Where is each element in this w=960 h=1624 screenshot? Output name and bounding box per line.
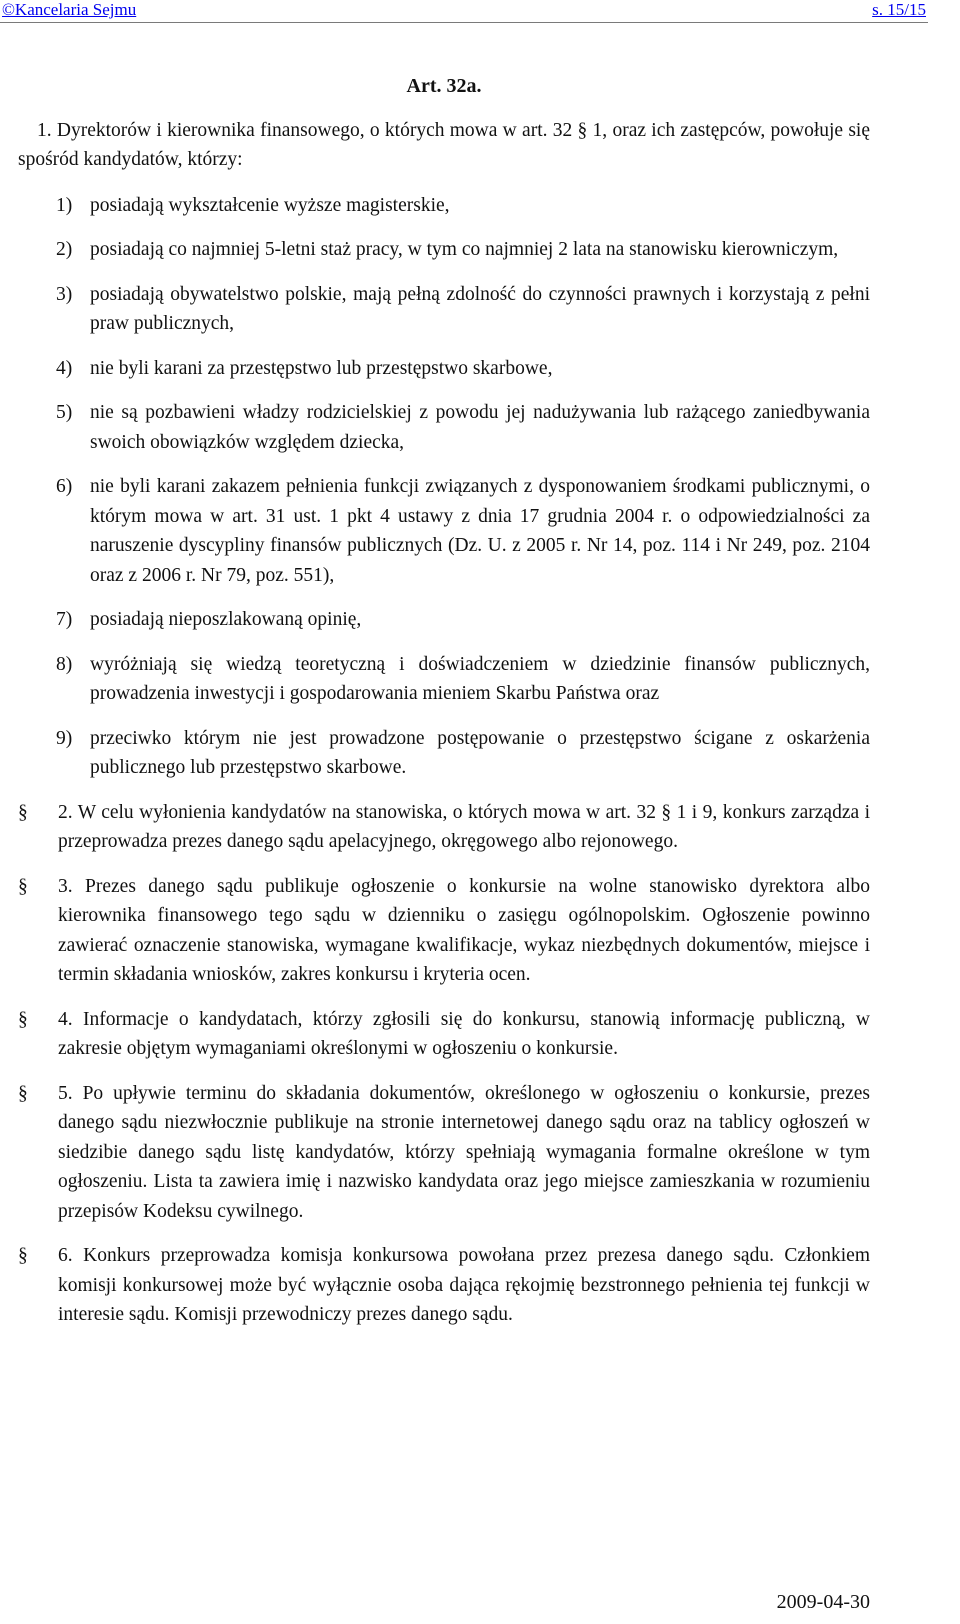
section-text: 6. Konkurs przeprowadza komisja konkursowa powołana przez prezesa danego sądu. Członkiem komisji konkursowej może być wyłącznie osoba dająca rękojmię bezstronnego pełnienia tej funkcji w interesie sądu. Komisji przewodniczy prezes danego sądu. [58,1245,870,1325]
list-item [18,650,870,709]
list-item [18,398,870,457]
section-sign: § [18,875,28,897]
section-text: 2. W celu wyłonienia kandydatów na stanowiska, o których mowa w art. 32 § 1 i 9, konkurs zarządza i przeprowadza prezes danego sądu apelacyjnego, okręgowego albo rejonowego. [58,801,870,852]
list-item-text: posiadają nieposzlakowaną opinię, [90,609,362,630]
section-paragraph [18,1005,870,1064]
section-text: 4. Informacje o kandydatach, którzy zgłosili się do konkursu, stanowią informację publiczną, w zakresie objętym wymaganiami określonymi w ogłoszeniu o konkursie. [58,1008,870,1059]
document-date: 2009-04-30 [776,1591,870,1613]
list-item [18,191,870,221]
page-number[interactable] [872,0,926,20]
list-item-number: 5) [56,402,73,423]
list-item-number: 2) [56,239,73,260]
document-body [18,72,870,1345]
section-paragraph [18,798,870,857]
section-sign: § [18,1245,28,1266]
list-item-number: 3) [56,283,73,305]
publisher-link[interactable]: ©Kancelaria Sejmu [2,0,137,19]
section-paragraph [18,1079,870,1227]
list-item-number: 9) [56,727,73,749]
publisher-label [2,0,136,20]
article-title: Art. 32a. [406,75,482,97]
section-paragraph [18,1241,870,1330]
list-item [18,605,870,635]
section-sign: § [18,1082,28,1104]
list-item [18,280,870,339]
section-text: 5. Po upływie terminu do składania dokumentów, określonego w ogłoszeniu o konkursie, prezes danego sądu niezwłocznie publikuje na stronie internetowej danego sądu oraz na tablicy ogłoszeń w siedzibie danego sądu listę kandydatów, którzy spełniają wymagania formalne określone w tym ogłoszeniu. Lista ta zawiera imię i nazwisko kandydata oraz jego miejsce zamieszkania w rozumieniu przepisów Kodeksu cywilnego. [58,1082,870,1222]
list-item-number: 8) [56,653,73,675]
section-sign: § [18,801,28,823]
list-item-text: posiadają obywatelstwo polskie, mają pełną zdolność do czynności prawnych i korzystają z pełni praw publicznych, [90,283,870,334]
list-item-text: nie są pozbawieni władzy rodzicielskiej z powodu jej nadużywania lub rażącego zaniedbywania swoich obowiązków względem dziecka, [90,402,870,453]
list-item-text: przeciwko którym nie jest prowadzone postępowanie o przestępstwo ścigane z oskarżenia publicznego lub przestępstwo skarbowe. [90,727,870,778]
list-item [18,354,870,384]
list-item-text: posiadają co najmniej 5-letni staż pracy, w tym co najmniej 2 lata na stanowisku kierowniczym, [90,239,839,260]
section-paragraph [18,872,870,990]
list-item-number: 6) [56,476,73,497]
list-item [18,235,870,265]
section-sign: § [18,1008,28,1030]
list-item-number: 4) [56,357,73,379]
article-intro: 1. Dyrektorów i kierownika finansowego, o których mowa w art. 32 § 1, oraz ich zastępców, powołuje się spośród kandydatów, którzy: [18,119,870,170]
list-item-text: posiadają wykształcenie wyższe magisterskie, [90,194,450,216]
list-item-text: nie byli karani za przestępstwo lub przestępstwo skarbowe, [90,357,553,379]
list-item-number: 1) [56,194,73,216]
list-item [18,724,870,783]
page-header [0,0,928,23]
list-item-number: 7) [56,609,73,630]
list-item-text: wyróżniają się wiedzą teoretyczną i doświadczeniem w dziedzinie finansów publicznych, prowadzenia inwestycji i gospodarowania mieniem Skarbu Państwa oraz [90,653,870,704]
section-text: 3. Prezes danego sądu publikuje ogłoszenie o konkursie na wolne stanowisko dyrektora albo kierownika finansowego tego sądu w dzienniku o zasięgu ogólnopolskim. Ogłoszenie powinno zawierać oznaczenie stanowiska, wymagane kwalifikacje, wykaz niezbędnych dokumentów, miejsce i termin składania wniosków, zakres konkursu i kryteria ocen. [58,875,870,985]
list-item-text: nie byli karani zakazem pełnienia funkcji związanych z dysponowaniem środkami publicznymi, o którym mowa w art. 31 ust. 1 pkt 4 ustawy z dnia 17 grudnia 2004 r. o odpowiedzialności za naruszenie dyscypliny finansów publicznych (Dz. U. z 2005 r. Nr 14, poz. 114 i Nr 249, poz. 2104 oraz z 2006 r. Nr 79, poz. 551), [90,476,870,586]
page-number-link[interactable]: s. 15/15 [872,0,926,19]
list-item [18,472,870,590]
